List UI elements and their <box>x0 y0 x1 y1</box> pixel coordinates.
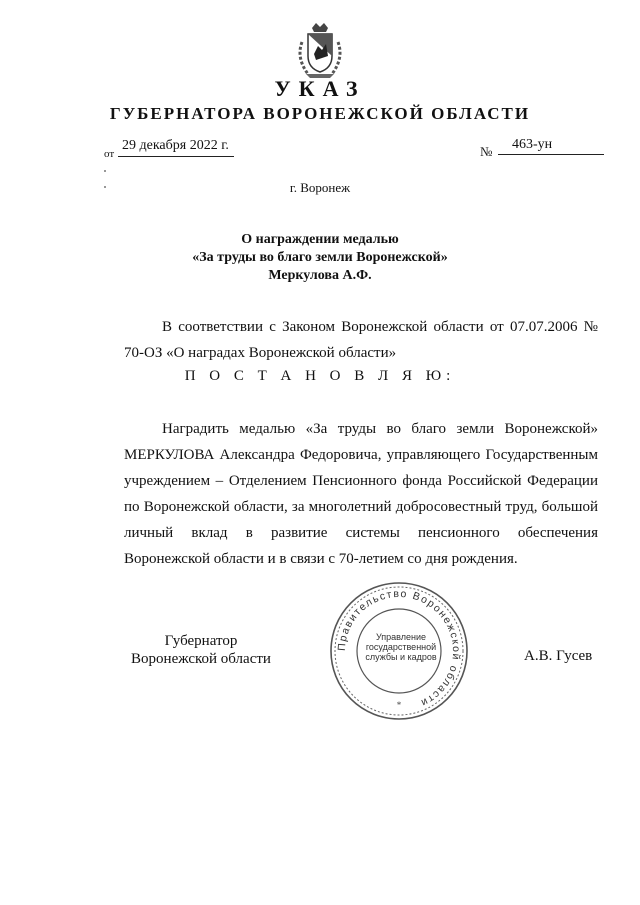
number-underline <box>498 154 604 155</box>
seal-center-line-3: службы и кадров <box>365 652 437 662</box>
decree-number: 463-ун <box>512 137 553 152</box>
document-title: УКАЗ <box>274 76 366 101</box>
heading-line-2: «За труды во благо земли Воронежской» <box>192 250 448 265</box>
date-underline <box>118 156 234 157</box>
scan-artifact <box>104 170 106 172</box>
seal-center-text <box>356 632 446 662</box>
seal-center-line-1: Управление <box>375 632 427 642</box>
city-label: г. Воронеж <box>289 180 351 195</box>
signatory-title-line-2: Воронежской области <box>131 651 271 667</box>
heading-line-1: О награждении медалью <box>241 232 399 247</box>
legal-basis-paragraph: В соответствии с Законом Воронежской области от 07.07.2006 № 70-ОЗ «О наградах Воронежской области» <box>124 319 598 361</box>
decree-date: 29 декабря 2022 г. <box>122 138 229 153</box>
signatory-title <box>126 632 276 668</box>
signatory-title-line-1: Губернатор <box>164 633 238 649</box>
decree-verb: П О С Т А Н О В Л Я Ю: <box>184 368 456 384</box>
date-prefix: от <box>104 148 115 160</box>
heading-line-3: Меркулова А.Ф. <box>268 268 372 283</box>
svg-text:*: * <box>396 700 402 710</box>
seal-ring-text: Правительство Воронежской области <box>335 587 463 710</box>
signatory-name: А.В. Гусев <box>524 648 593 664</box>
seal-center-line-2: государственной <box>365 642 437 652</box>
coat-of-arms-icon <box>288 20 352 82</box>
number-prefix: № <box>480 144 493 159</box>
award-paragraph: Наградить медалью «За труды во благо земли Воронежской» МЕРКУЛОВА Александра Федоровича, управляющего Государственным учреждением – Отделением Пенсионного фонда Российской Федерации по Воронежской области, за многолетний добросовестный труд, большой личный вклад в развитие системы пенсионного обеспечения Воронежской области и в связи с 70-летием со дня рождения. <box>124 421 598 567</box>
document-subtitle: ГУБЕРНАТОРА ВОРОНЕЖСКОЙ ОБЛАСТИ <box>109 104 531 123</box>
